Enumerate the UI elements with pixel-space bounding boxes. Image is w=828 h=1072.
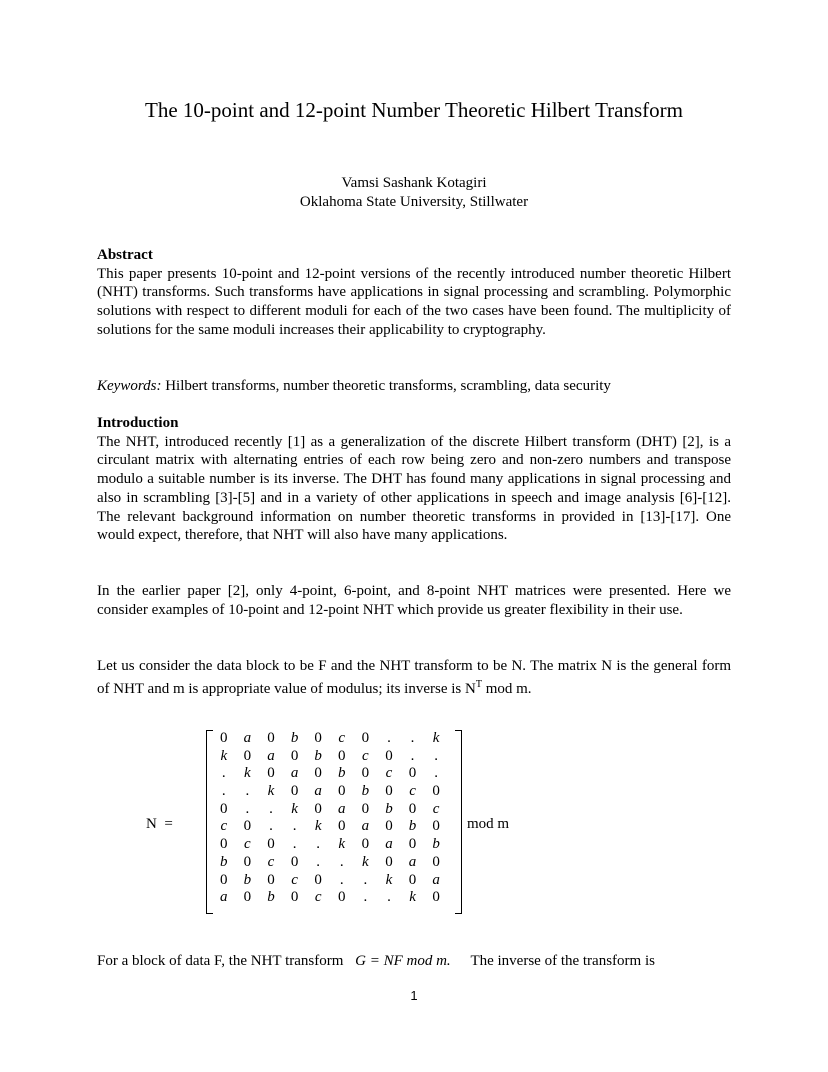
matrix-cell: b xyxy=(267,889,275,906)
matrix-cell: k xyxy=(267,783,275,800)
matrix-cell: . xyxy=(221,783,226,800)
matrix-cell: a xyxy=(220,889,228,906)
matrix-cell: c xyxy=(291,871,298,888)
matrix-cell: . xyxy=(387,730,391,746)
matrix-cell: a xyxy=(267,747,275,764)
matrix-cell: a xyxy=(243,730,252,746)
matrix-cell: b xyxy=(220,853,228,870)
matrix-cell: 0 xyxy=(267,871,275,888)
matrix-cell: 0 xyxy=(361,836,370,853)
matrix-cell: b xyxy=(408,818,417,835)
matrix-cell: k xyxy=(314,818,322,835)
matrix-cell: . xyxy=(292,836,297,853)
matrix-cell: 0 xyxy=(267,836,275,853)
matrix-cell: . xyxy=(292,818,297,835)
matrix-cell: . xyxy=(363,889,368,906)
matrix-cell: 0 xyxy=(314,871,322,888)
matrix-cell: 0 xyxy=(338,818,346,835)
matrix-cell: c xyxy=(220,818,228,835)
abstract-heading: Abstract xyxy=(97,247,153,263)
paragraph-3-text: Let us consider the data block to be F and the NHT transform to be N. The matrix N is the general form of NHT and m is appropriate value of modulus; its inverse is N xyxy=(97,658,731,697)
matrix-cell: c xyxy=(338,730,346,746)
matrix-cell: 0 xyxy=(243,747,252,764)
matrix-cell: c xyxy=(267,853,275,870)
matrix-cell: a xyxy=(314,783,322,800)
nht-matrix-equation xyxy=(0,726,828,916)
matrix-cell: 0 xyxy=(338,783,346,800)
keywords-label: Keywords: xyxy=(97,378,162,394)
matrix-cell: 0 xyxy=(220,836,228,853)
matrix-cell: b xyxy=(385,800,393,817)
matrix-cell: 0 xyxy=(338,747,346,764)
introduction-heading: Introduction xyxy=(97,415,179,431)
matrix-modulus-label: mod m xyxy=(467,816,510,832)
matrix-cell: 0 xyxy=(408,871,417,888)
matrix-cell: 0 xyxy=(220,730,228,746)
matrix-cell: 0 xyxy=(290,783,299,800)
matrix-cell: 0 xyxy=(385,783,393,800)
matrix-cell: 0 xyxy=(243,889,252,906)
author-affiliation: Oklahoma State University, Stillwater xyxy=(299,194,529,210)
matrix-cell: . xyxy=(269,800,273,817)
matrix-cell: 0 xyxy=(290,889,299,906)
matrix-cell: 0 xyxy=(220,800,228,817)
matrix-cell: b xyxy=(432,836,440,853)
paper-title: The 10-point and 12-point Number Theoretic Hilbert Transform xyxy=(145,98,683,122)
matrix-cell: b xyxy=(314,747,322,764)
matrix-cell: c xyxy=(385,765,393,782)
matrix-cell: . xyxy=(269,818,273,835)
matrix-cell: 0 xyxy=(290,853,299,870)
matrix-cell: c xyxy=(314,889,322,906)
matrix-cell: k xyxy=(409,889,416,906)
matrix-cell: a xyxy=(361,818,370,835)
matrix-cell: a xyxy=(432,871,440,888)
matrix-cell: 0 xyxy=(385,853,393,870)
matrix-cell: 0 xyxy=(243,818,252,835)
matrix-cell: b xyxy=(243,871,252,888)
matrix-cell: 0 xyxy=(361,730,370,746)
matrix-cell: 0 xyxy=(243,853,252,870)
matrix-cell: . xyxy=(245,783,250,800)
introduction-paragraph-1: The NHT, introduced recently [1] as a generalization of the discrete Hilbert transform (DHT) [2], is a circulant matrix with alternating entries of each row being zero and non-zero numbers and transpose modulo a suitable number is its inverse. The DHT has found many applications in signal processing and also in scrambling [3]-[5] and in a variety of other applications in speech and image analysis [6]-[12]. The relevant background information on number theoretic transforms in provided in [13]-[17]. One would expect, therefore, that NHT will also have many applications. xyxy=(97,433,731,544)
transform-formula-line xyxy=(97,953,655,970)
matrix-cell: k xyxy=(432,730,440,746)
matrix-cell: k xyxy=(244,765,251,782)
matrix-cell: 0 xyxy=(432,889,440,906)
keywords-line xyxy=(97,377,731,396)
matrix-cell: . xyxy=(221,765,226,782)
matrix-cell: 0 xyxy=(432,818,440,835)
matrix-cell: 0 xyxy=(432,783,440,800)
matrix-right-bracket xyxy=(455,730,462,914)
formula-suffix: The inverse of the transform is xyxy=(470,953,655,969)
matrix-cell: k xyxy=(338,836,346,853)
matrix-cell: . xyxy=(339,871,344,888)
matrix-cell: 0 xyxy=(314,730,322,746)
matrix-cell: 0 xyxy=(338,889,346,906)
matrix-cell: 0 xyxy=(314,800,322,817)
matrix-cell: c xyxy=(362,747,369,764)
transpose-superscript: T xyxy=(475,678,482,690)
matrix-cell: a xyxy=(385,836,393,853)
abstract-text: This paper presents 10-point and 12-point versions of the recently introduced number theoretic Hilbert (NHT) transforms. Such transforms have applications in signal processing and scrambling. Polymorphic solutions with respect to different moduli for each of the two cases have been found. The multiplicity of solutions for the same moduli increases their applicability to cryptography. xyxy=(97,265,731,338)
matrix-grid xyxy=(212,730,448,907)
matrix-cell: . xyxy=(434,765,439,782)
matrix-cell: 0 xyxy=(220,871,228,888)
matrix-cell: 0 xyxy=(267,730,275,746)
matrix-cell: k xyxy=(362,853,369,870)
matrix-cell: . xyxy=(316,853,321,870)
matrix-cell: 0 xyxy=(361,800,370,817)
matrix-cell: b xyxy=(361,783,370,800)
matrix-cell: k xyxy=(291,800,298,817)
matrix-cell: c xyxy=(409,783,416,800)
matrix-cell: 0 xyxy=(361,765,370,782)
matrix-cell: . xyxy=(245,800,250,817)
transform-equation: G = NF mod m. xyxy=(355,953,451,969)
author-block xyxy=(0,174,828,212)
keywords-text: Hilbert transforms, number theoretic transforms, scrambling, data security xyxy=(165,378,611,394)
matrix-cell: a xyxy=(338,800,346,817)
matrix-cell: 0 xyxy=(408,765,417,782)
matrix-cell: . xyxy=(434,747,439,764)
matrix-cell: k xyxy=(220,747,228,764)
abstract-section xyxy=(97,246,731,340)
page-number: 1 xyxy=(410,988,418,1003)
matrix-cell: c xyxy=(432,800,440,817)
introduction-section xyxy=(97,414,731,545)
matrix-cell: 0 xyxy=(267,765,275,782)
matrix-cell: 0 xyxy=(314,765,322,782)
matrix-cell: b xyxy=(338,765,346,782)
matrix-cell: a xyxy=(408,853,417,870)
introduction-paragraph-2: In the earlier paper [2], only 4-point, 6-point, and 8-point NHT matrices were presented. Here we consider examples of 10-point and 12-point NHT which provide us greater flexibility in their use. xyxy=(97,583,731,618)
matrix-cell: 0 xyxy=(432,853,440,870)
matrix-cell: . xyxy=(387,889,391,906)
matrix-cell: 0 xyxy=(385,818,393,835)
matrix-cell: 0 xyxy=(385,747,393,764)
matrix-cell: . xyxy=(410,730,415,746)
matrix-cell: c xyxy=(244,836,251,853)
matrix-cell: 0 xyxy=(408,836,417,853)
matrix-cell: a xyxy=(290,765,299,782)
paragraph-3-tail: mod m. xyxy=(481,680,532,697)
matrix-cell: . xyxy=(316,836,321,853)
formula-prefix: For a block of data F, the NHT transform xyxy=(97,953,344,969)
matrix-cell: b xyxy=(290,730,299,746)
matrix-cell: . xyxy=(410,747,415,764)
matrix-cell: 0 xyxy=(408,800,417,817)
matrix-cell: 0 xyxy=(290,747,299,764)
author-name: Vamsi Sashank Kotagiri xyxy=(341,175,487,191)
matrix-cell: . xyxy=(363,871,368,888)
matrix-name: N = xyxy=(146,816,173,832)
matrix-cell: k xyxy=(385,871,393,888)
matrix-cell: . xyxy=(339,853,344,870)
introduction-paragraph-3 xyxy=(97,657,731,698)
